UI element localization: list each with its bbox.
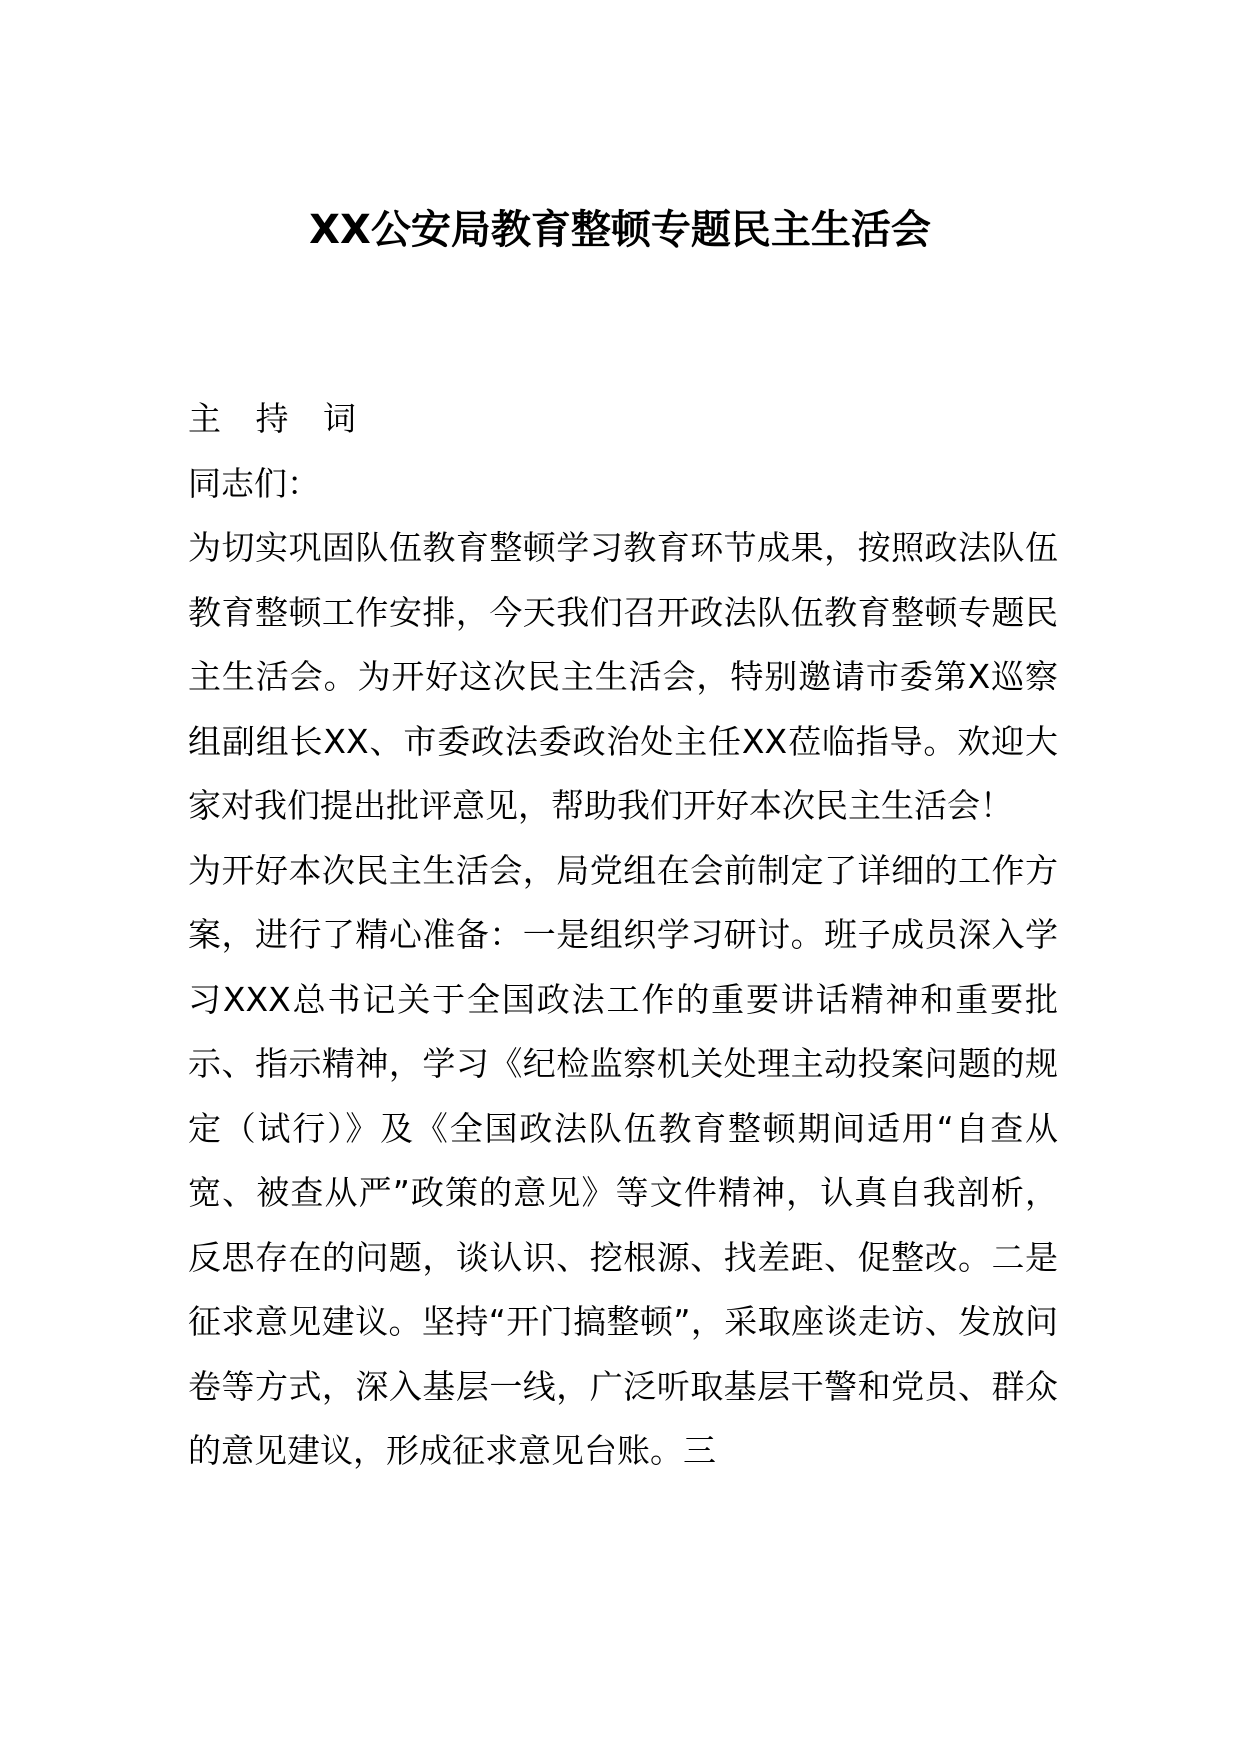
section-label: 主 持 词 (188, 399, 368, 438)
document-body (188, 387, 1058, 1484)
salutation: 同志们： (188, 463, 320, 503)
document-title: XX公安局教育整顿专题民主生活会 (309, 207, 931, 253)
paragraph-1: 为切实巩固队伍教育整顿学习教育环节成果，按照政法队伍教育整顿工作安排，今天我们召开政法队伍教育整顿专题民主生活会。为开好这次民主生活会，特别邀请市委第X巡察组副组长XX、市委政法委政治处主任XX莅临指导。欢迎大家对我们提出批评意见，帮助我们开好本次民主生活会！ (188, 528, 1058, 825)
paragraph-2: 为开好本次民主生活会，局党组在会前制定了详细的工作方案，进行了精心准备：一是组织学习研讨。班子成员深入学习XXX总书记关于全国政法工作的重要讲话精神和重要批示、指示精神，学习《纪检监察机关处理主动投案问题的规定（试行）》及《全国政法队伍教育整顿期间适用“自查从宽、被查从严”政策的意见》等文件精神，认真自我剖析，反思存在的问题，谈认识、挖根源、找差距、促整改。二是征求意见建议。坚持“开门搞整顿”，采取座谈走访、发放问卷等方式，深入基层一线，广泛听取基层干警和党员、群众的意见建议，形成征求意见台账。三 (188, 850, 1058, 1470)
